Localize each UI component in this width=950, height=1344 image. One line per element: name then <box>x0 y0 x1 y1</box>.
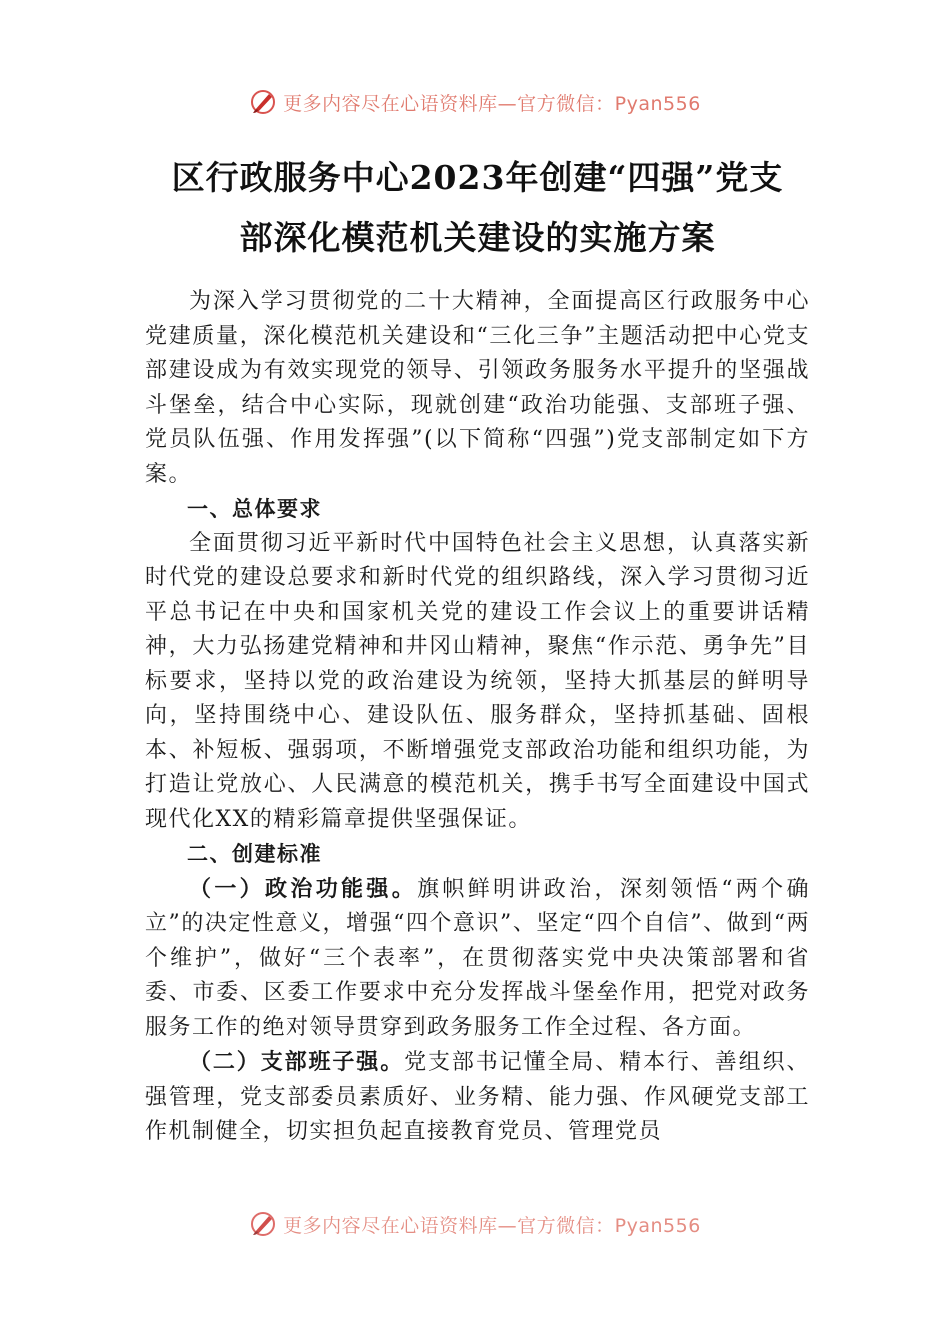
brush-logo-icon <box>249 1210 277 1238</box>
section-paragraph-overall: 全面贯彻习近平新时代中国特色社会主义思想，认真落实新时代党的建设总要求和新时代党的组织路线，深入学习贯彻习近平总书记在中央和国家机关党的建设工作会议上的重要讲话精神，大力弘扬建党精神和井冈山精神，聚焦“作示范、勇争先”目标要求，坚持以党的政治建设为统领，坚持大抓基层的鲜明导向，坚持围绕中心、建设队伍、服务群众，坚持抓基础、固根本、补短板、强弱项，不断增强党支部政治功能和组织功能，为打造让党放心、人民满意的模范机关，携手书写全面建设中国式现代化XX的精彩篇章提供坚强保证。 <box>145 530 810 832</box>
item-text-political: 旗帜鲜明讲政治，深刻领悟“两个确立”的决定性意义，增强“四个意识”、坚定“四个自信”、做到“两个维护”，做好“三个表率”，在贯彻落实党中央决策部署和省委、市委、区委工作要求中充分发挥战斗堡垒作用，把党对政务服务工作的绝对领导贯穿到政务服务工作全过程、各方面。 <box>145 876 810 1040</box>
watermark-text-footer: 更多内容尽在心语资料库—官方微信：Pyan556 <box>283 1214 701 1237</box>
item-lead-political: （一）政治功能强。 <box>189 875 418 902</box>
title-line-1: 区行政服务中心2023年创建“四强”党支 <box>171 158 784 197</box>
item-lead-leadership: （二）支部班子强。 <box>189 1049 405 1075</box>
section-heading-standards: 二、创建标准 <box>187 842 322 866</box>
section-heading-overall: 一、总体要求 <box>187 497 322 521</box>
item-text-leadership: 党支部书记懂全局、精本行、善组织、强管理，党支部委员素质好、业务精、能力强、作风硬党支部工作机制健全，切实担负起直接教育党员、管理党员 <box>145 1050 810 1144</box>
item-paragraph-leadership <box>145 1045 810 1150</box>
title-line-2: 部深化模范机关建设的实施方案 <box>239 218 716 257</box>
watermark-footer <box>0 1210 950 1238</box>
item-paragraph-political <box>145 872 810 1046</box>
intro-paragraph: 为深入学习贯彻党的二十大精神，全面提高区行政服务中心党建质量，深化模范机关建设和“三化三争”主题活动把中心党支部建设成为有效实现党的领导、引领政务服务水平提升的坚强战斗堡垒，结合中心实际，现就创建“政治功能强、支部班子强、党员队伍强、作用发挥强”(以下简称“四强”)党支部制定如下方案。 <box>145 289 810 487</box>
document-body <box>145 285 810 1150</box>
watermark-text: 更多内容尽在心语资料库—官方微信：Pyan556 <box>283 92 701 115</box>
